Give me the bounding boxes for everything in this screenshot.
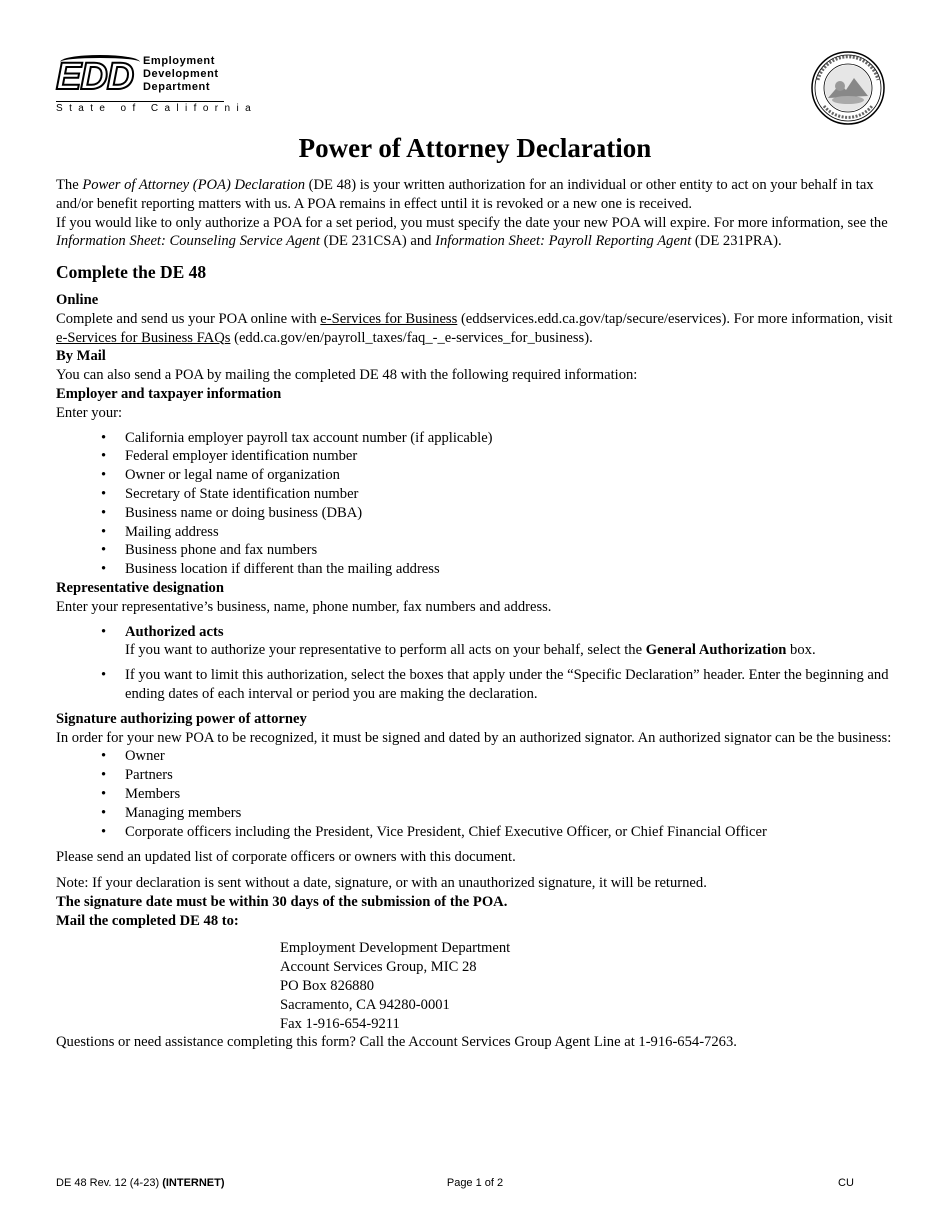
representative-text: Enter your representative’s business, name, phone number, fax numbers and address. xyxy=(56,598,552,615)
logo-state: State of California xyxy=(56,103,258,114)
by-mail-heading: By Mail xyxy=(56,348,106,365)
signature-heading: Signature authorizing power of attorney xyxy=(56,710,307,727)
intro-paragraph-1: The Power of Attorney (POA) Declaration (DE 48) is your written authorization for an individual or other entity to act on your behalf in tax and/or benefit reporting matters with us. A POA remains in effect until it is revoked or a new one is received. xyxy=(56,177,874,212)
document-body xyxy=(56,176,896,1052)
list-item: • Owner or legal name of organization xyxy=(84,466,896,485)
eservices-faq-link[interactable]: e-Services for Business FAQs xyxy=(56,329,231,346)
online-text: Complete and send us your POA online with e-Services for Business (eddservices.edd.ca.gov/tap/secure/eservices). For more information, visit e-Services for Business FAQs (edd.ca.gov/en/payroll_taxes/faq_-_e-services_for_business). xyxy=(56,310,893,346)
questions-text: Questions or need assistance completing this form? Call the Account Services Group Agent Line at 1-916-654-7263. xyxy=(56,1034,737,1051)
list-item: • Managing members xyxy=(84,804,896,823)
list-item: • Federal employer identification number xyxy=(84,447,896,466)
logo-department-name: Employment Development Department xyxy=(143,55,219,93)
employer-enter: Enter your: xyxy=(56,404,123,421)
logo-abbrev: EDD xyxy=(56,56,134,98)
employer-list xyxy=(84,429,896,579)
note-bold-text: The signature date must be within 30 days of the submission of the POA. xyxy=(56,893,508,910)
note-text: Note: If your declaration is sent without a date, signature, or with an unauthorized signature, it will be returned. xyxy=(56,875,707,892)
by-mail-text: You can also send a POA by mailing the completed DE 48 with the following required information: xyxy=(56,367,638,384)
online-heading: Online xyxy=(56,291,99,308)
list-item: • Secretary of State identification number xyxy=(84,485,896,504)
list-item: • Corporate officers including the President, Vice President, Chief Executive Officer, or Chief Financial Officer xyxy=(84,823,896,842)
intro-paragraph-2: If you would like to only authorize a POA for a set period, you must specify the date your new POA will expire. For more information, see the Information Sheet: Counseling Service Agent (DE 231CSA) and Information Sheet: Payroll Reporting Agent (DE 231PRA). xyxy=(56,214,888,250)
mail-heading: Mail the completed DE 48 to: xyxy=(56,912,239,929)
signature-text: In order for your new POA to be recognized, it must be signed and dated by an authorized signator. An authorized signator can be the business: xyxy=(56,729,892,746)
list-item: • Mailing address xyxy=(84,523,896,542)
list-item: • Business phone and fax numbers xyxy=(84,541,896,560)
page-title: Power of Attorney Declaration xyxy=(298,133,652,163)
list-item: • Business location if different than the mailing address xyxy=(84,560,896,579)
signator-list xyxy=(84,747,896,841)
page-number: Page 1 of 2 xyxy=(446,1177,504,1189)
form-id: DE 48 Rev. 12 (4-23) (INTERNET) xyxy=(56,1177,225,1189)
mailing-address: Employment Development Department Account Services Group, MIC 28 PO Box 826880 Sacramento, CA 94280-0001 Fax 1-916-654-9211 xyxy=(280,940,511,1032)
employer-heading: Employer and taxpayer information xyxy=(56,385,282,402)
representative-heading: Representative designation xyxy=(56,579,224,596)
list-item: • Owner xyxy=(84,747,896,766)
list-item: • Business name or doing business (DBA) xyxy=(84,504,896,523)
state-seal-icon xyxy=(810,50,886,126)
list-item: • Authorized acts If you want to authorize your representative to perform all acts on your behalf, select the General Authorization box. xyxy=(84,623,896,661)
form-code: CU xyxy=(838,1177,854,1189)
complete-heading: Complete the DE 48 xyxy=(56,262,207,283)
representative-list xyxy=(84,623,896,704)
list-item: • Partners xyxy=(84,766,896,785)
eservices-link[interactable]: e-Services for Business xyxy=(320,310,458,327)
list-item: • If you want to limit this authorization, select the boxes that apply under the “Specific Declaration” header. Enter the beginning and ending dates of each interval or period you are making the declaration. xyxy=(84,666,896,704)
edd-logo xyxy=(56,55,258,117)
update-text: Please send an updated list of corporate officers or owners with this document. xyxy=(56,849,516,866)
list-item: • California employer payroll tax account number (if applicable) xyxy=(84,429,896,448)
list-item: • Members xyxy=(84,785,896,804)
